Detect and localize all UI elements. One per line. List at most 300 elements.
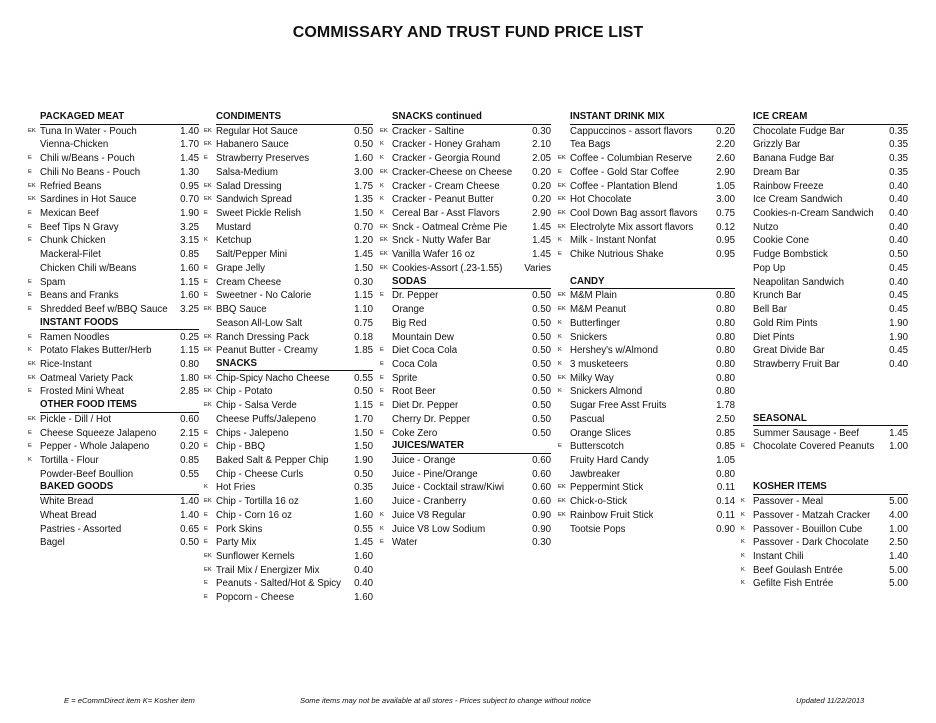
price-row xyxy=(204,427,373,441)
item-tag: EK xyxy=(204,182,212,189)
price-row xyxy=(380,536,551,550)
item-price: 1.90 xyxy=(354,454,373,466)
item-name: Vienna-Chicken xyxy=(40,139,109,151)
item-name: Snck - Nutty Wafer Bar xyxy=(392,235,491,247)
item-price: 0.95 xyxy=(716,235,735,247)
price-row xyxy=(558,385,735,399)
item-name: Cookies-Assort (.23-1.55) xyxy=(392,262,503,274)
item-price: 0.75 xyxy=(716,208,735,220)
item-name: Chicken Chili w/Beans xyxy=(40,262,137,274)
price-row xyxy=(380,413,551,427)
price-row xyxy=(380,262,551,276)
item-price: 1.15 xyxy=(180,345,199,357)
item-price: 1.15 xyxy=(354,290,373,302)
item-price: 1.35 xyxy=(354,194,373,206)
price-row xyxy=(204,166,373,180)
item-price: 2.50 xyxy=(716,413,735,425)
price-row xyxy=(558,372,735,386)
item-name: M&M Plain xyxy=(570,290,617,302)
item-tag: EK xyxy=(558,498,566,505)
price-row xyxy=(28,385,199,399)
item-price: 1.45 xyxy=(532,221,551,233)
item-tag: EK xyxy=(380,127,388,134)
item-price: 0.14 xyxy=(716,496,735,508)
item-tag: EK xyxy=(380,223,388,230)
price-row xyxy=(204,536,373,550)
item-price: 1.40 xyxy=(180,509,199,521)
price-row xyxy=(741,180,908,194)
item-price: 1.15 xyxy=(180,276,199,288)
item-name: Wheat Bread xyxy=(40,509,97,521)
price-row xyxy=(204,440,373,454)
item-price: 0.75 xyxy=(354,317,373,329)
price-row xyxy=(380,221,551,235)
price-row xyxy=(380,303,551,317)
item-tag: K xyxy=(558,347,562,354)
item-tag: EK xyxy=(204,374,212,381)
price-row xyxy=(558,248,735,262)
item-name: Cappuccinos - assort flavors xyxy=(570,125,693,137)
item-name: Chocolate Fudge Bar xyxy=(753,125,845,137)
price-row xyxy=(204,221,373,235)
price-row xyxy=(204,125,373,139)
item-name: Sprite xyxy=(392,372,418,384)
item-name: Rice-Instant xyxy=(40,358,92,370)
item-price: 0.40 xyxy=(889,221,908,233)
item-name: Habanero Sauce xyxy=(216,139,289,151)
section-heading xyxy=(558,111,735,125)
item-price: 0.50 xyxy=(532,386,551,398)
item-tag: E xyxy=(380,539,384,546)
item-price: 0.12 xyxy=(716,221,735,233)
item-tag: EK xyxy=(204,333,212,340)
item-name: Orange xyxy=(392,304,425,316)
item-tag: EK xyxy=(28,415,36,422)
item-price: 4.00 xyxy=(889,509,908,521)
item-name: Dr. Pepper xyxy=(392,290,439,302)
item-name: Mackeral-Filet xyxy=(40,249,101,261)
item-price: 0.50 xyxy=(354,139,373,151)
item-tag: E xyxy=(28,388,32,395)
price-row xyxy=(558,152,735,166)
item-tag: E xyxy=(204,443,208,450)
item-name: Strawberry Fruit Bar xyxy=(753,358,840,370)
item-price: 0.95 xyxy=(716,249,735,261)
price-row xyxy=(28,344,199,358)
section-heading-label: SEASONAL xyxy=(753,413,908,427)
item-price: 0.40 xyxy=(889,194,908,206)
item-tag: K xyxy=(380,525,384,532)
section-heading-label: JUICES/WATER xyxy=(392,440,551,454)
price-row xyxy=(204,577,373,591)
item-price: 0.40 xyxy=(889,208,908,220)
item-name: 3 musketeers xyxy=(570,358,629,370)
item-tag: EK xyxy=(558,182,566,189)
item-price: 5.00 xyxy=(889,564,908,576)
item-name: Big Red xyxy=(392,317,427,329)
item-name: Hershey's w/Almond xyxy=(570,345,658,357)
item-tag: K xyxy=(558,319,562,326)
section-heading xyxy=(204,111,373,125)
price-row xyxy=(204,317,373,331)
item-name: Hot Chocolate xyxy=(570,194,632,206)
item-tag: K xyxy=(741,511,745,518)
section-heading-label: SNACKS xyxy=(216,358,373,372)
price-row xyxy=(741,372,908,386)
item-tag: EK xyxy=(558,196,566,203)
item-price: 0.45 xyxy=(889,304,908,316)
item-name: Chike Nutrious Shake xyxy=(570,249,664,261)
price-row xyxy=(741,193,908,207)
price-row xyxy=(741,399,908,413)
item-price: 5.00 xyxy=(889,578,908,590)
item-name: Sardines in Hot Sauce xyxy=(40,194,137,206)
price-row xyxy=(28,468,199,482)
item-tag: EK xyxy=(204,347,212,354)
item-tag: K xyxy=(741,580,745,587)
item-name: Snickers Almond xyxy=(570,386,643,398)
price-row xyxy=(380,180,551,194)
item-tag: E xyxy=(204,429,208,436)
item-price: 1.50 xyxy=(354,441,373,453)
price-row xyxy=(558,358,735,372)
item-tag: EK xyxy=(380,251,388,258)
price-row xyxy=(741,125,908,139)
price-row xyxy=(741,468,908,482)
item-price: 2.10 xyxy=(532,139,551,151)
price-row xyxy=(28,413,199,427)
item-name: Passover - Meal xyxy=(753,496,823,508)
item-tag: EK xyxy=(380,168,388,175)
item-name: Sweetner - No Calorie xyxy=(216,290,312,302)
item-price: 0.50 xyxy=(532,304,551,316)
section-heading-label: BAKED GOODS xyxy=(40,481,199,495)
price-row xyxy=(204,248,373,262)
price-row xyxy=(741,234,908,248)
item-name: Chili No Beans - Pouch xyxy=(40,166,141,178)
item-tag: E xyxy=(204,210,208,217)
item-tag: E xyxy=(380,374,384,381)
item-tag: K xyxy=(741,566,745,573)
item-name: Chip - BBQ xyxy=(216,441,265,453)
item-price: 1.80 xyxy=(180,372,199,384)
item-name: Frosted Mini Wheat xyxy=(40,386,124,398)
item-tag: EK xyxy=(558,155,566,162)
price-row xyxy=(741,495,908,509)
item-tag: E xyxy=(28,223,32,230)
price-row xyxy=(741,289,908,303)
item-price: 0.20 xyxy=(716,125,735,137)
price-row xyxy=(28,138,199,152)
item-name: Snck - Oatmeal Crème Pie xyxy=(392,221,508,233)
item-name: Grape Jelly xyxy=(216,262,265,274)
item-tag: EK xyxy=(28,196,36,203)
price-row xyxy=(380,331,551,345)
item-price: 0.65 xyxy=(180,523,199,535)
price-row xyxy=(741,440,908,454)
item-tag: E xyxy=(28,155,32,162)
item-name: Vanilla Wafer 16 oz xyxy=(392,249,475,261)
price-row xyxy=(741,152,908,166)
item-tag: EK xyxy=(558,511,566,518)
item-price: 1.45 xyxy=(354,537,373,549)
price-row xyxy=(204,495,373,509)
item-name: Cracker - Saltine xyxy=(392,125,465,137)
item-price: 0.90 xyxy=(716,523,735,535)
item-price: 1.50 xyxy=(354,262,373,274)
item-name: Pork Skins xyxy=(216,523,263,535)
item-price: 0.50 xyxy=(889,249,908,261)
item-name: Mountain Dew xyxy=(392,331,454,343)
item-name: Beef Goulash Entrée xyxy=(753,564,843,576)
section-heading xyxy=(380,276,551,290)
item-tag: K xyxy=(558,388,562,395)
price-row xyxy=(741,166,908,180)
item-price: 0.30 xyxy=(532,125,551,137)
item-tag: K xyxy=(380,155,384,162)
item-tag: E xyxy=(204,580,208,587)
price-row xyxy=(28,166,199,180)
section-heading-label: OTHER FOOD ITEMS xyxy=(40,399,199,413)
item-price: 1.60 xyxy=(180,290,199,302)
item-name: Passover - Matzah Cracker xyxy=(753,509,871,521)
item-tag: K xyxy=(380,196,384,203)
price-row xyxy=(204,481,373,495)
price-row xyxy=(380,166,551,180)
price-row xyxy=(558,289,735,303)
price-row xyxy=(741,331,908,345)
item-tag: E xyxy=(380,360,384,367)
item-name: Chunk Chicken xyxy=(40,235,106,247)
item-name: Cracker-Cheese on Cheese xyxy=(392,166,513,178)
item-price: 0.40 xyxy=(354,564,373,576)
item-name: Hot Fries xyxy=(216,482,256,494)
item-name: Water xyxy=(392,537,418,549)
item-tag: E xyxy=(28,306,32,313)
item-name: Bell Bar xyxy=(753,304,787,316)
price-row xyxy=(204,564,373,578)
item-price: 0.90 xyxy=(532,509,551,521)
section-heading-label: CONDIMENTS xyxy=(216,111,373,125)
item-tag: E xyxy=(380,292,384,299)
item-tag: K xyxy=(558,360,562,367)
item-tag: E xyxy=(380,429,384,436)
item-price: 0.50 xyxy=(532,290,551,302)
section-heading-label: SNACKS continued xyxy=(392,111,551,125)
price-column-1 xyxy=(28,111,199,550)
item-tag: K xyxy=(28,456,32,463)
item-tag: EK xyxy=(380,237,388,244)
price-row xyxy=(558,413,735,427)
price-row xyxy=(558,454,735,468)
price-row xyxy=(204,344,373,358)
item-name: Chip-Spicy Nacho Cheese xyxy=(216,372,330,384)
item-price: 0.50 xyxy=(532,358,551,370)
item-price: 0.85 xyxy=(716,441,735,453)
item-name: Chip - Salsa Verde xyxy=(216,400,297,412)
price-row xyxy=(558,138,735,152)
item-tag: EK xyxy=(204,498,212,505)
item-name: Great Divide Bar xyxy=(753,345,825,357)
item-tag: E xyxy=(558,168,562,175)
price-row xyxy=(380,152,551,166)
item-price: 1.10 xyxy=(354,304,373,316)
price-row xyxy=(741,509,908,523)
item-price: 3.25 xyxy=(180,304,199,316)
item-name: Mexican Beef xyxy=(40,208,99,220)
item-tag: E xyxy=(28,278,32,285)
item-price: 0.35 xyxy=(889,125,908,137)
item-name: Peanuts - Salted/Hot & Spicy xyxy=(216,578,341,590)
item-name: Coca Cola xyxy=(392,358,438,370)
price-row xyxy=(380,427,551,441)
item-name: Tea Bags xyxy=(570,139,611,151)
item-name: Sandwich Spread xyxy=(216,194,292,206)
item-price: 1.45 xyxy=(180,153,199,165)
item-name: Fudge Bombstick xyxy=(753,249,828,261)
item-price: 0.55 xyxy=(180,468,199,480)
item-price: 1.90 xyxy=(889,317,908,329)
item-price: 1.60 xyxy=(354,153,373,165)
item-price: 1.70 xyxy=(180,139,199,151)
price-row xyxy=(558,207,735,221)
item-price: 1.78 xyxy=(716,400,735,412)
item-name: Neapolitan Sandwich xyxy=(753,276,845,288)
item-tag: EK xyxy=(28,360,36,367)
item-name: Diet Coca Cola xyxy=(392,345,458,357)
item-price: 0.40 xyxy=(889,358,908,370)
item-price: 2.05 xyxy=(532,153,551,165)
footer-notice: Some items may not be available at all stores - Prices subject to change without notice xyxy=(300,696,591,705)
price-row xyxy=(380,234,551,248)
price-row xyxy=(28,509,199,523)
item-tag: K xyxy=(380,182,384,189)
item-name: Refried Beans xyxy=(40,180,102,192)
item-price: 0.50 xyxy=(354,386,373,398)
item-name: Pascual xyxy=(570,413,605,425)
item-name: Baked Salt & Pepper Chip xyxy=(216,454,329,466)
item-price: 2.15 xyxy=(180,427,199,439)
section-heading xyxy=(28,317,199,331)
item-tag: K xyxy=(741,498,745,505)
item-name: Electrolyte Mix assort flavors xyxy=(570,221,694,233)
price-row xyxy=(28,262,199,276)
price-row xyxy=(380,385,551,399)
section-heading xyxy=(558,276,735,290)
price-row xyxy=(28,125,199,139)
item-name: Beans and Franks xyxy=(40,290,119,302)
page-title: COMMISSARY AND TRUST FUND PRICE LIST xyxy=(292,24,644,41)
price-row xyxy=(204,509,373,523)
price-row xyxy=(741,454,908,468)
item-tag: EK xyxy=(204,127,212,134)
price-row xyxy=(204,207,373,221)
price-row xyxy=(28,331,199,345)
item-price: 0.11 xyxy=(716,509,735,521)
item-name: Ranch Dressing Pack xyxy=(216,331,310,343)
item-tag: EK xyxy=(558,223,566,230)
item-tag: EK xyxy=(204,388,212,395)
item-name: Chick-o-Stick xyxy=(570,496,628,508)
section-heading xyxy=(28,111,199,125)
item-name: Shredded Beef w/BBQ Sauce xyxy=(40,304,168,316)
item-name: Cracker - Honey Graham xyxy=(392,139,501,151)
item-name: Cracker - Cream Cheese xyxy=(392,180,500,192)
item-name: Juice - Cocktail straw/Kiwi xyxy=(392,482,504,494)
price-row xyxy=(204,234,373,248)
price-row xyxy=(380,481,551,495)
item-name: Jawbreaker xyxy=(570,468,621,480)
item-price: 0.80 xyxy=(716,290,735,302)
item-name: Grizzly Bar xyxy=(753,139,801,151)
item-price: 1.00 xyxy=(889,441,908,453)
item-price: 0.11 xyxy=(716,482,735,494)
price-row xyxy=(28,372,199,386)
item-price: 0.80 xyxy=(716,358,735,370)
item-name: Instant Chili xyxy=(753,551,804,562)
price-row xyxy=(380,248,551,262)
price-row xyxy=(204,180,373,194)
price-row xyxy=(380,358,551,372)
item-name: Pastries - Assorted xyxy=(40,523,122,535)
item-name: Tootsie Pops xyxy=(570,523,626,535)
item-name: Cracker - Peanut Butter xyxy=(392,194,494,206)
price-row xyxy=(558,523,735,537)
item-tag: K xyxy=(28,347,32,354)
item-name: Orange Slices xyxy=(570,427,631,439)
item-tag: EK xyxy=(28,127,36,134)
item-name: Potato Flakes Butter/Herb xyxy=(40,345,152,357)
item-price: 1.60 xyxy=(354,509,373,521)
item-price: 5.00 xyxy=(889,496,908,508)
item-name: Pepper - Whole Jalapeno xyxy=(40,441,150,453)
price-row xyxy=(741,221,908,235)
price-row xyxy=(558,193,735,207)
item-name: Sunflower Kernels xyxy=(216,551,295,562)
item-price: 1.90 xyxy=(889,331,908,343)
item-price: 1.45 xyxy=(532,249,551,261)
section-heading xyxy=(741,481,908,495)
price-row xyxy=(204,262,373,276)
item-price: 0.80 xyxy=(716,345,735,357)
item-name: Chip - Cheese Curls xyxy=(216,468,304,480)
footer-updated: Updated 11/22/2013 xyxy=(796,696,865,705)
item-price: 3.15 xyxy=(180,235,199,247)
price-row xyxy=(558,234,735,248)
section-heading-label: SODAS xyxy=(392,276,551,290)
item-price: 2.60 xyxy=(716,153,735,165)
price-row xyxy=(28,495,199,509)
price-row xyxy=(741,385,908,399)
item-name: Milk - Instant Nonfat xyxy=(570,235,657,247)
item-tag: EK xyxy=(204,196,212,203)
price-row xyxy=(558,427,735,441)
price-row xyxy=(558,495,735,509)
price-row xyxy=(28,221,199,235)
item-price: 0.80 xyxy=(716,468,735,480)
item-name: Ramen Noodles xyxy=(40,331,110,343)
item-name: Chip - Potato xyxy=(216,386,273,398)
item-price: 0.35 xyxy=(889,166,908,178)
item-name: Gefilte Fish Entrée xyxy=(753,578,834,590)
price-row xyxy=(28,152,199,166)
item-name: Diet Dr. Pepper xyxy=(392,400,459,412)
item-price: 0.30 xyxy=(532,537,551,549)
item-name: Ice Cream Sandwich xyxy=(753,194,843,206)
price-row xyxy=(380,138,551,152)
section-heading xyxy=(28,481,199,495)
item-tag: EK xyxy=(28,374,36,381)
